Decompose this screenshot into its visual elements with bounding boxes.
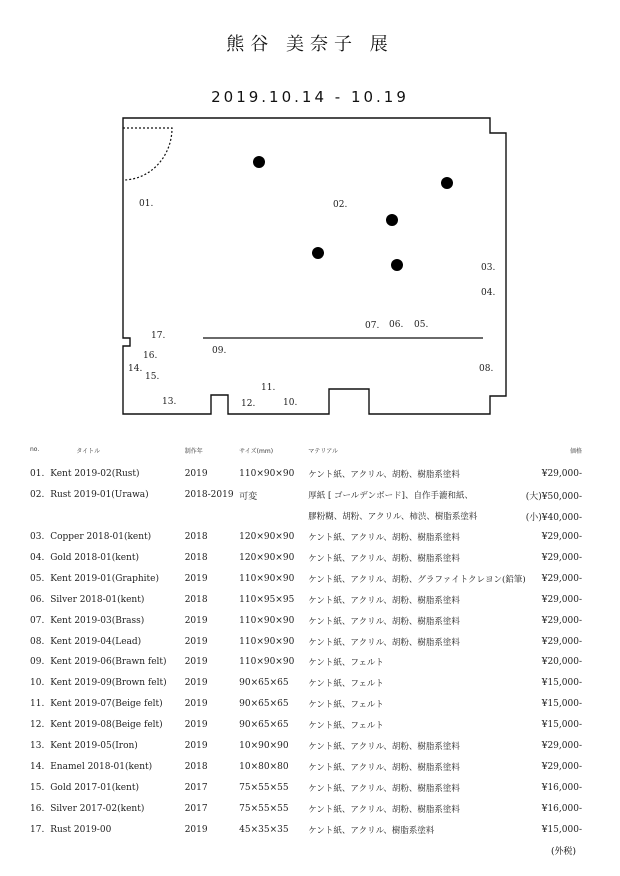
header-no: no. [30, 446, 40, 453]
plan-label-02: 02. [333, 200, 348, 210]
plan-label-10: 10. [283, 398, 298, 408]
cell-material: ケント紙、アクリル、胡粉、樹脂系塗料 [308, 554, 460, 564]
cell-size: 120×90×90 [239, 553, 295, 563]
cell-year: 2019 [184, 573, 208, 584]
exhibition-dates: 2019.10.14 - 10.19 [211, 88, 409, 106]
cell-price: ¥29,000- [541, 741, 582, 752]
cell-title: Kent 2019-08(Beige felt) [50, 720, 163, 731]
cell-year: 2019 [184, 741, 208, 752]
cell-price: ¥16,000- [541, 803, 582, 814]
plan-label-03: 03. [481, 263, 496, 273]
plan-label-15: 15. [145, 372, 160, 382]
cell-size: 90×65×65 [239, 699, 289, 710]
cell-size: 110×95×95 [239, 594, 295, 605]
table-row [30, 798, 582, 819]
cell-material: ケント紙、フェルト [308, 721, 384, 732]
table-row [30, 694, 582, 715]
cell-no: 04. [30, 553, 45, 563]
cell-title: Kent 2019-05(Iron) [50, 741, 138, 752]
cell-price: ¥20,000- [541, 657, 582, 668]
cell-size: 75×55×55 [239, 803, 289, 814]
table-row [30, 715, 582, 736]
plan-label-06: 06. [389, 320, 404, 330]
cell-size: 120×90×90 [239, 532, 295, 543]
cell-material: ケント紙、アクリル、胡粉、グラファイトクレヨン(鉛筆) [308, 574, 526, 585]
table-row [30, 756, 582, 777]
table-row [30, 506, 582, 527]
door-swing [123, 128, 172, 180]
table-row [30, 485, 582, 506]
cell-price: (大)¥50,000- [525, 491, 582, 502]
cell-price: ¥29,000- [541, 636, 582, 647]
cell-size [239, 506, 308, 527]
cell-material: ケント紙、アクリル、胡粉、樹脂系塗料 [308, 533, 460, 544]
table-row [30, 736, 582, 757]
cell-size: 75×55×55 [239, 782, 289, 793]
plan-label-09: 09. [212, 346, 227, 356]
cell-no: 11. [30, 699, 45, 710]
cell-material: 厚紙 [ ゴールデンボード]、自作手漉和紙、 [308, 491, 473, 502]
header-price: 価格 [569, 448, 582, 455]
pedestal-dot [441, 177, 453, 189]
table-row [30, 652, 582, 673]
pedestal-dot [391, 259, 403, 271]
cell-price: ¥15,000- [541, 678, 582, 689]
cell-year: 2017 [184, 782, 208, 793]
cell-title: Kent 2019-06(Brawn felt) [50, 657, 167, 668]
cell-price: ¥29,000- [541, 532, 582, 543]
table-row [30, 777, 582, 798]
cell-size: 可変 [239, 491, 258, 502]
cell-no: 10. [30, 678, 45, 689]
cell-material: ケント紙、フェルト [308, 700, 384, 711]
cell-year: 2019 [184, 657, 208, 668]
cell-year: 2019 [184, 636, 208, 647]
header-year: 制作年 [184, 448, 203, 455]
cell-title: Kent 2019-03(Brass) [50, 615, 145, 626]
cell-no: 01. [30, 469, 45, 480]
table-row [30, 589, 582, 610]
cell-price: ¥29,000- [541, 469, 582, 480]
cell-no: 09. [30, 657, 45, 668]
cell-year: 2018 [184, 761, 208, 772]
plan-label-05: 05. [414, 320, 429, 330]
cell-size: 10×90×90 [239, 741, 289, 752]
pedestal-dot [253, 156, 265, 168]
table-row [30, 819, 582, 840]
header-title: タイトル [76, 448, 101, 455]
cell-title: Silver 2018-01(kent) [50, 594, 145, 605]
plan-label-01: 01. [139, 199, 154, 209]
cell-title: Kent 2019-07(Beige felt) [50, 699, 163, 710]
cell-size: 90×65×65 [239, 720, 289, 731]
cell-material: ケント紙、フェルト [308, 658, 384, 669]
cell-material: ケント紙、フェルト [308, 679, 384, 690]
cell-size: 110×90×90 [239, 573, 295, 584]
cell-year: 2018 [184, 532, 208, 543]
cell-year [185, 506, 239, 527]
cell-size: 110×90×90 [239, 657, 295, 668]
cell-material: ケント紙、アクリル、胡粉、樹脂系塗料 [308, 470, 460, 481]
cell-no: 14. [30, 761, 45, 772]
table-row [30, 610, 582, 631]
cell-size: 110×90×90 [239, 469, 295, 480]
header-size: サイズ(mm) [239, 448, 274, 455]
exhibition-title: 熊谷 美奈子 展 [226, 34, 394, 55]
cell-price: ¥29,000- [541, 615, 582, 626]
cell-price: ¥16,000- [541, 782, 582, 793]
cell-no: 17. [30, 824, 45, 835]
cell-price: (小)¥40,000- [525, 512, 582, 523]
cell-title [50, 506, 184, 527]
table-row [30, 673, 582, 694]
cell-year: 2019 [184, 469, 208, 480]
cell-title: Copper 2018-01(kent) [50, 532, 152, 543]
cell-no: 13. [30, 741, 45, 752]
cell-no: 05. [30, 573, 45, 584]
plan-label-13: 13. [162, 397, 177, 407]
table-row [30, 527, 582, 548]
cell-year: 2018 [184, 594, 208, 605]
cell-title: Rust 2019-00 [50, 824, 112, 835]
cell-year: 2019 [184, 678, 208, 689]
cell-no: 06. [30, 594, 45, 605]
cell-title: Kent 2019-02(Rust) [50, 469, 140, 480]
cell-no [30, 506, 50, 527]
plan-label-07: 07. [365, 321, 380, 331]
plan-label-14: 14. [128, 364, 143, 374]
plan-label-08: 08. [479, 364, 494, 374]
works-table [30, 446, 582, 840]
cell-no: 16. [30, 803, 45, 814]
cell-price: ¥29,000- [541, 594, 582, 605]
table-row [30, 464, 582, 485]
cell-material: ケント紙、アクリル、胡粉、樹脂系塗料 [308, 783, 460, 794]
cell-price: ¥29,000- [541, 761, 582, 772]
tax-note: (外税) [550, 847, 576, 857]
cell-title: Silver 2017-02(kent) [50, 803, 145, 814]
pedestal-dot [386, 214, 398, 226]
pedestal-dot [312, 247, 324, 259]
cell-no: 08. [30, 636, 45, 647]
cell-year: 2018-2019 [184, 490, 234, 501]
cell-year: 2019 [184, 824, 208, 835]
cell-title: Enamel 2018-01(kent) [50, 761, 153, 772]
cell-year: 2019 [184, 720, 208, 731]
cell-no: 02. [30, 490, 45, 501]
table-row [30, 548, 582, 569]
cell-price: ¥15,000- [541, 699, 582, 710]
cell-no: 12. [30, 720, 45, 731]
table-header-row [30, 446, 582, 464]
cell-title: Gold 2018-01(kent) [50, 553, 139, 563]
cell-year: 2019 [184, 699, 208, 710]
cell-material: ケント紙、アクリル、胡粉、樹脂系塗料 [308, 595, 460, 606]
cell-no: 07. [30, 615, 45, 626]
cell-title: Kent 2019-09(Brown felt) [50, 678, 167, 689]
cell-price: ¥29,000- [541, 553, 582, 563]
plan-label-17: 17. [151, 331, 166, 341]
plan-label-11: 11. [261, 383, 276, 393]
cell-price: ¥15,000- [541, 720, 582, 731]
cell-title: Kent 2019-01(Graphite) [50, 573, 159, 584]
plan-label-04: 04. [481, 288, 496, 298]
cell-price: ¥29,000- [541, 573, 582, 584]
cell-size: 110×90×90 [239, 636, 295, 647]
cell-material: 膠粉糊、胡粉、アクリル、柿渋、樹脂系塗料 [308, 512, 478, 523]
cell-no: 15. [30, 782, 45, 793]
cell-title: Kent 2019-04(Lead) [50, 636, 142, 647]
plan-label-16: 16. [143, 351, 158, 361]
cell-size: 110×90×90 [239, 615, 295, 626]
plan-label-12: 12. [241, 399, 256, 409]
cell-size: 90×65×65 [239, 678, 289, 689]
cell-material: ケント紙、アクリル、胡粉、樹脂系塗料 [308, 637, 460, 648]
cell-price: ¥15,000- [541, 824, 582, 835]
cell-year: 2018 [184, 553, 208, 563]
cell-material: ケント紙、アクリル、樹脂系塗料 [308, 825, 435, 836]
cell-no: 03. [30, 532, 45, 543]
cell-material: ケント紙、アクリル、胡粉、樹脂系塗料 [308, 804, 460, 815]
cell-material: ケント紙、アクリル、胡粉、樹脂系塗料 [308, 762, 460, 773]
table-row [30, 568, 582, 589]
cell-material: ケント紙、アクリル、胡粉、樹脂系塗料 [308, 616, 460, 627]
header-material: マテリアル [308, 448, 339, 455]
cell-material: ケント紙、アクリル、胡粉、樹脂系塗料 [308, 742, 460, 753]
cell-size: 10×80×80 [239, 761, 289, 772]
cell-year: 2017 [184, 803, 208, 814]
cell-size: 45×35×35 [239, 824, 289, 835]
cell-title: Gold 2017-01(kent) [50, 782, 139, 793]
floor-plan-walls [123, 118, 506, 414]
table-row [30, 631, 582, 652]
cell-year: 2019 [184, 615, 208, 626]
cell-title: Rust 2019-01(Urawa) [50, 490, 149, 501]
